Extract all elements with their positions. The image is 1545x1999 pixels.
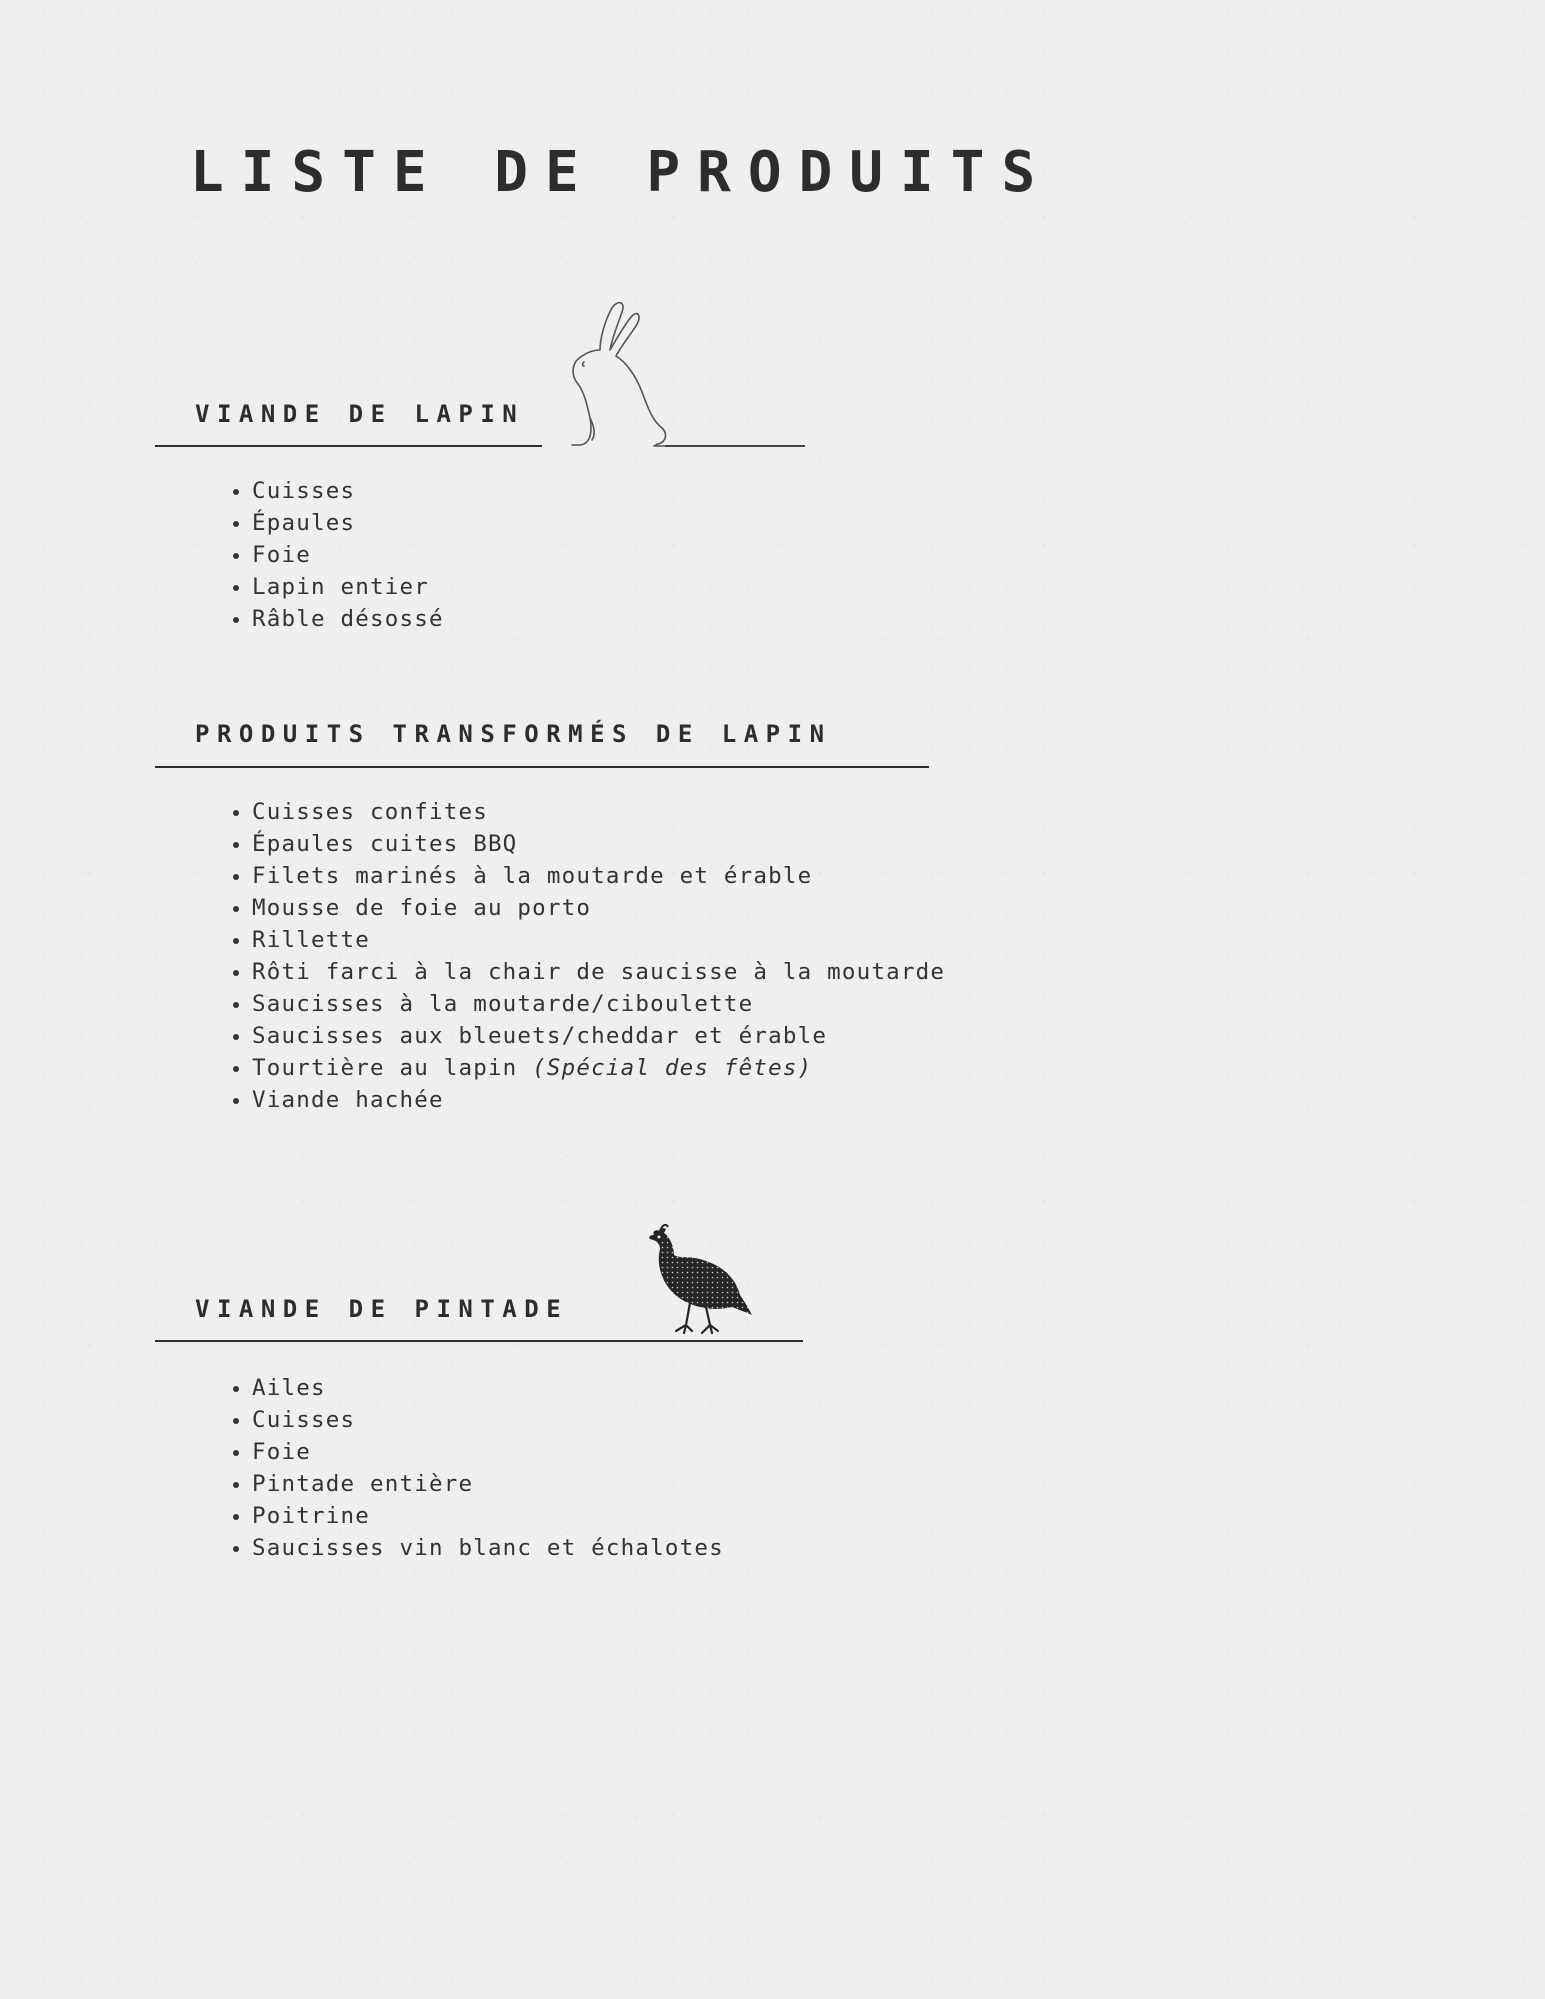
list-item: • Foie [252, 539, 444, 571]
list-item: • Mousse de foie au porto [252, 892, 945, 924]
product-list [199, 475, 444, 635]
list-item: • Épaules [252, 507, 444, 539]
list-item: • Cuisses [252, 1404, 724, 1436]
product-list [199, 1372, 724, 1564]
guineafowl-icon [640, 1215, 765, 1345]
list-item: • Pintade entière [252, 1468, 724, 1500]
list-item: • Filets marinés à la moutarde et érable [252, 860, 945, 892]
list-item: • Saucisses vin blanc et échalotes [252, 1532, 724, 1564]
list-item: • Lapin entier [252, 571, 444, 603]
list-item: • Cuisses [252, 475, 444, 507]
list-item: • Foie [252, 1436, 724, 1468]
list-item: • Saucisses à la moutarde/ciboulette [252, 988, 945, 1020]
list-item: • Viande hachée [252, 1084, 945, 1116]
section-divider [155, 445, 542, 447]
list-item: • Poitrine [252, 1500, 724, 1532]
list-item [252, 1052, 945, 1084]
list-item: • Rôti farci à la chair de saucisse à la moutarde [252, 956, 945, 988]
section-divider [155, 766, 929, 768]
list-item: • Rillette [252, 924, 945, 956]
list-item: • Râble désossé [252, 603, 444, 635]
list-item: • Cuisses confites [252, 796, 945, 828]
list-item: • Épaules cuites BBQ [252, 828, 945, 860]
section-divider [155, 1340, 803, 1342]
section-heading: PRODUITS TRANSFORMÉS DE LAPIN [195, 720, 832, 748]
product-list [199, 796, 945, 1116]
list-item: • Saucisses aux bleuets/cheddar et érable [252, 1020, 945, 1052]
section-heading: VIANDE DE PINTADE [195, 1295, 569, 1323]
rabbit-line-icon [570, 300, 685, 450]
holiday-special-note: (Spécial des fêtes) [532, 1055, 813, 1081]
list-item-label: Tourtière au lapin [252, 1055, 518, 1081]
list-item: • Ailes [252, 1372, 724, 1404]
section-heading: VIANDE DE LAPIN [195, 400, 525, 428]
page-title: LISTE DE PRODUITS [190, 140, 1053, 205]
section-divider [665, 445, 805, 447]
